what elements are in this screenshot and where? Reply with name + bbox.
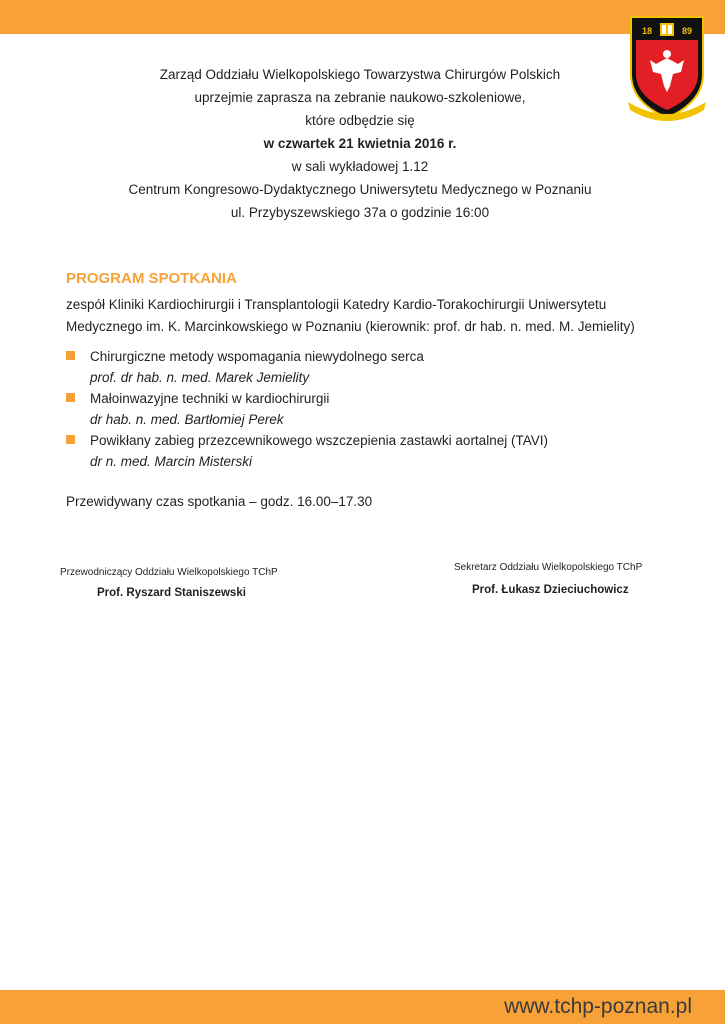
crest-year-right: 89 (682, 26, 693, 36)
program-item-speaker: dr hab. n. med. Bartłomiej Perek (90, 412, 284, 427)
program-item-speaker: dr n. med. Marcin Misterski (90, 454, 253, 469)
invitation-text (60, 63, 660, 224)
program-heading: PROGRAM SPOTKANIA (66, 270, 237, 287)
chairman-name: Prof. Ryszard Staniszewski (97, 587, 246, 599)
program-item (66, 388, 329, 430)
top-accent-bar (0, 0, 725, 34)
square-bullet-icon (66, 435, 75, 444)
square-bullet-icon (66, 351, 75, 360)
program-description: zespół Kliniki Kardiochirurgii i Transplantologii Katedry Kardio-Torakochirurgii Uniwersytetu Medycznego im. K. Marcinkowskiego w Poznaniu (kierownik: prof. dr hab. n. med. M. Jemielity) (66, 297, 635, 334)
program-item (66, 430, 548, 472)
program-item-topic: Powikłany zabieg przezcewnikowego wszczepienia zastawki aortalnej (TAVI) (90, 433, 548, 448)
program-item (66, 346, 424, 388)
meeting-address-time: ul. Przybyszewskiego 37a o godzinie 16:00 (230, 205, 490, 220)
meeting-venue: Centrum Kongresowo-Dydaktycznego Uniwersytetu Medycznego w Poznaniu (128, 182, 592, 197)
meeting-room: w sali wykładowej 1.12 (291, 159, 429, 174)
crest-year-left: 18 (642, 26, 653, 36)
invitation-line-organizer: Zarząd Oddziału Wielkopolskiego Towarzystwa Chirurgów Polskich (159, 67, 561, 82)
website-link[interactable]: www.tchp-poznan.pl (504, 995, 692, 1018)
secretary-name: Prof. Łukasz Dzieciuchowicz (472, 584, 629, 596)
invitation-line-invite: uprzejmie zaprasza na zebranie naukowo-szkoleniowe, (194, 90, 526, 105)
meeting-duration: Przewidywany czas spotkania – godz. 16.00–17.30 (66, 494, 373, 509)
program-item-topic: Chirurgiczne metody wspomagania niewydolnego serca (90, 349, 424, 364)
square-bullet-icon (66, 393, 75, 402)
program-item-topic: Małoinwazyjne techniki w kardiochirurgii (90, 391, 330, 406)
meeting-date: w czwartek 21 kwietnia 2016 r. (263, 136, 457, 151)
secretary-role: Sekretarz Oddziału Wielkopolskiego TChP (454, 562, 643, 573)
program-item-speaker: prof. dr hab. n. med. Marek Jemielity (90, 370, 310, 385)
chairman-role: Przewodniczący Oddziału Wielkopolskiego TChP (60, 567, 278, 578)
invitation-line-when: które odbędzie się (305, 113, 415, 128)
